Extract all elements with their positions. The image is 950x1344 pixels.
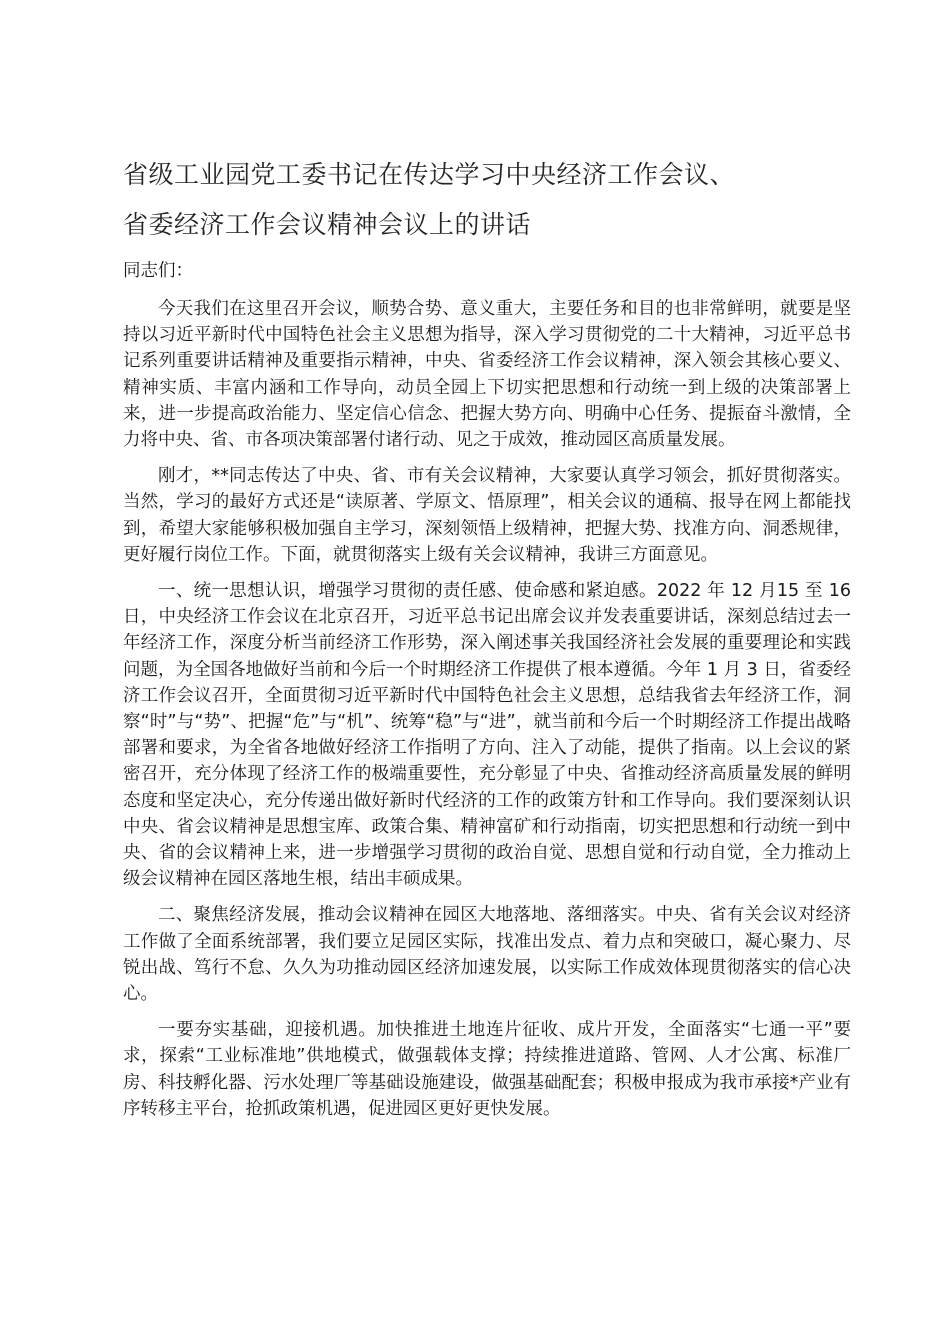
title-line-1: 省级工业园党工委书记在传达学习中央经济工作会议、 [123,160,736,189]
page-title [123,150,843,250]
greeting: 同志们： [123,261,193,281]
document-body [123,296,851,1132]
paragraph-5: 一要夯实基础，迎接机遇。加快推进土地连片征收、成片开发，全面落实“七通一平”要求，探索“工业标准地”供地模式，做强载体支撑；持续推进道路、管网、人才公寓、标准厂房、科技孵化器、污水处理厂等基础设施建设，做强基础配套；积极申报成为我市承接*产业有序转移主平台，抢抓政策机遇，促进园区更好更快发展。 [123,1020,851,1119]
paragraph-1: 今天我们在这里召开会议，顺势合势、意义重大，主要任务和目的也非常鲜明，就要是坚持以习近平新时代中国特色社会主义思想为指导，深入学习贯彻党的二十大精神，习近平总书记系列重要讲话精神及重要指示精神，中央、省委经济工作会议精神，深入领会其核心要义、精神实质、丰富内涵和工作导向，动员全园上下切实把思想和行动统一到上级的决策部署上来，进一步提高政治能力、坚定信心信念、把握大势方向、明确中心任务、提振奋斗激情，全力将中央、省、市各项决策部署付诸行动、见之于成效，推动园区高质量发展。 [123,299,851,451]
paragraph-2: 刚才，**同志传达了中央、省、市有关会议精神，大家要认真学习领会，抓好贯彻落实。当然，学习的最好方式还是“读原著、学原文、悟原理”，相关会议的通稿、报导在网上都能找到，希望大家能够积极加强自主学习，深刻领悟上级精神，把握大势、找准方向、洞悉规律，更好履行岗位工作。下面，就贯彻落实上级有关会议精神，我讲三方面意见。 [123,466,851,565]
paragraph-3: 一、统一思想认识，增强学习贯彻的责任感、使命感和紧迫感。2022 年 12 月15 至 16 日，中央经济工作会议在北京召开，习近平总书记出席会议并发表重要讲话，深刻总结过去一年经济工作，深度分析当前经济工作形势，深入阐述事关我国经济社会发展的重要理论和实践问题，为全国各地做好当前和今后一个时期经济工作提供了根本遵循。今年 1 月 3 日，省委经济工作会议召开，全面贯彻习近平新时代中国特色社会主义思想，总结我省去年经济工作，洞察“时”与“势”、把握“危”与“机”、统筹“稳”与“进”，就当前和今后一个时期经济工作提出战略部署和要求，为全省各地做好经济工作指明了方向、注入了动能，提供了指南。以上会议的紧密召开，充分体现了经济工作的极端重要性，充分彰显了中央、省推动经济高质量发展的鲜明态度和坚定决心，充分传递出做好新时代经济的工作的政策方针和工作导向。我们要深刻认识中央、省会议精神是思想宝库、政策合集、精神富矿和行动指南，切实把思想和行动统一到中央、省的会议精神上来，进一步增强学习贯彻的政治自觉、思想自觉和行动自觉，全力推动上级会议精神在园区落地生根，结出丰硕成果。 [123,581,851,890]
title-line-2: 省委经济工作会议精神会议上的讲话 [123,210,532,239]
paragraph-4: 二、聚焦经济发展，推动会议精神在园区大地落地、落细落实。中央、省有关会议对经济工作做了全面系统部署，我们要立足园区实际，找准出发点、着力点和突破口，凝心聚力、尽锐出战、笃行不怠、久久为功推动园区经济加速发展，以实际工作成效体现贯彻落实的信心决心。 [123,905,851,1005]
